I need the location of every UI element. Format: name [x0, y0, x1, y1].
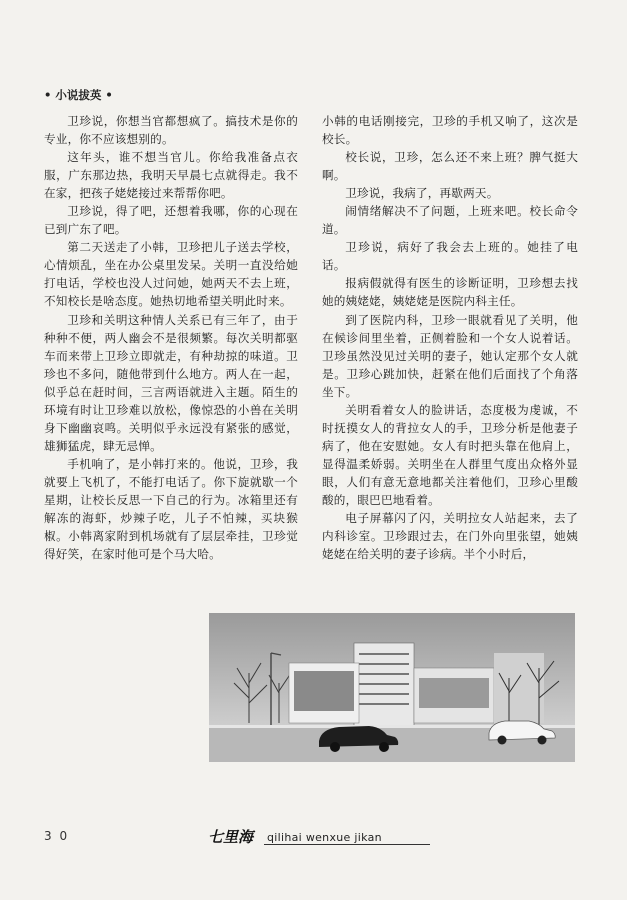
paragraph: 报病假就得有医生的诊断证明，卫珍想去找她的姨姥姥，姨姥姥是医院内科主任。 [322, 276, 578, 309]
street-photo [209, 613, 575, 762]
paragraph: 卫珍说，得了吧，还想着我哪，你的心现在已到广东了吧。 [44, 204, 298, 237]
paragraph: 卫珍说，病好了我会去上班的。她挂了电话。 [322, 240, 578, 273]
magazine-logo: 七里海 [208, 828, 254, 846]
left-column [44, 112, 298, 563]
section-label: • 小说拔英 • [44, 88, 113, 102]
paragraph: 校长说，卫珍，怎么还不来上班？脾气挺大啊。 [322, 150, 578, 183]
paragraph: 第二天送走了小韩，卫珍把儿子送去学校，心情烦乱，坐在办公桌里发呆。关明一直没给她打电话，学校也没人过问她，她两天不去上班，不知校长是啥态度。她热切地希望关明此时来。 [44, 240, 298, 309]
paragraph: 电子屏幕闪了闪，关明拉女人站起来，去了内科诊室。卫珍跟过去，在门外向里张望，她姨姥姥在给关明的妻子诊病。半个小时后， [322, 511, 578, 562]
paragraph: 卫珍和关明这种情人关系已有三年了，由于种种不便，两人幽会不是很频繁。每次关明都驱车而来带上卫珍立即就走，有种劫掠的味道。卫珍也不多问，随他带到什么地方。两人在一起，似乎总在赶时间，三言两语就进入主题。陌生的环境有时让卫珍难以放松，像惊恐的小兽在关明身下幽幽哀鸣。关明似乎永远没有紧张的感觉，雄狮猛虎，肆无忌惮。 [44, 312, 298, 453]
hospital-street-scene [209, 613, 575, 762]
magazine-pinyin: qilihai wenxue jikan [267, 831, 382, 844]
paragraph: 关明看着女人的脸讲话，态度极为虔诚，不时抚摸女人的背拉女人的手，卫珍分析是他妻子病了，他在安慰她。女人有时把头靠在他肩上，显得温柔娇弱。关明坐在人群里气度出众格外显眼，人们有意无意地都关注着他们，卫珍心里酸酸的，眼巴巴地看着。 [322, 402, 578, 507]
paragraph: 卫珍说，你想当官都想疯了。搞技术是你的专业，你不应该想别的。 [44, 114, 298, 147]
right-column [322, 112, 578, 563]
paragraph: 闹情绪解决不了问题，上班来吧。校长命令道。 [322, 204, 578, 237]
paragraph: 到了医院内科，卫珍一眼就看见了关明，他在候诊间里坐着，正侧着脸和一个女人说着话。卫珍虽然没见过关明的妻子，她认定那个女人就是。卫珍心跳加快，赶紧在他们后面找了个角落坐下。 [322, 312, 578, 399]
page-number: 3 0 [44, 829, 70, 843]
paragraph: 这年头，谁不想当官儿。你给我准备点衣服，广东那边热，我明天早晨七点就得走。我不在家，把孩子姥姥接过来帮帮你吧。 [44, 150, 298, 201]
paragraph: 小韩的电话刚接完，卫珍的手机又响了，这次是校长。 [322, 114, 578, 147]
paragraph: 卫珍说，我病了，再歇两天。 [345, 186, 499, 201]
paragraph: 手机响了，是小韩打来的。他说，卫珍，我就要上飞机了，不能打电话了。你下旋就歇一个星期，让校长反思一下自己的行为。冰箱里还有解冻的海虾，炒辣子吃，儿子不怕辣，买块猴椒。小韩离家附到机场就有了层层牵挂，卫珍觉得好笑，在家时他可是个马大哈。 [44, 456, 298, 562]
footer-rule [264, 844, 430, 845]
